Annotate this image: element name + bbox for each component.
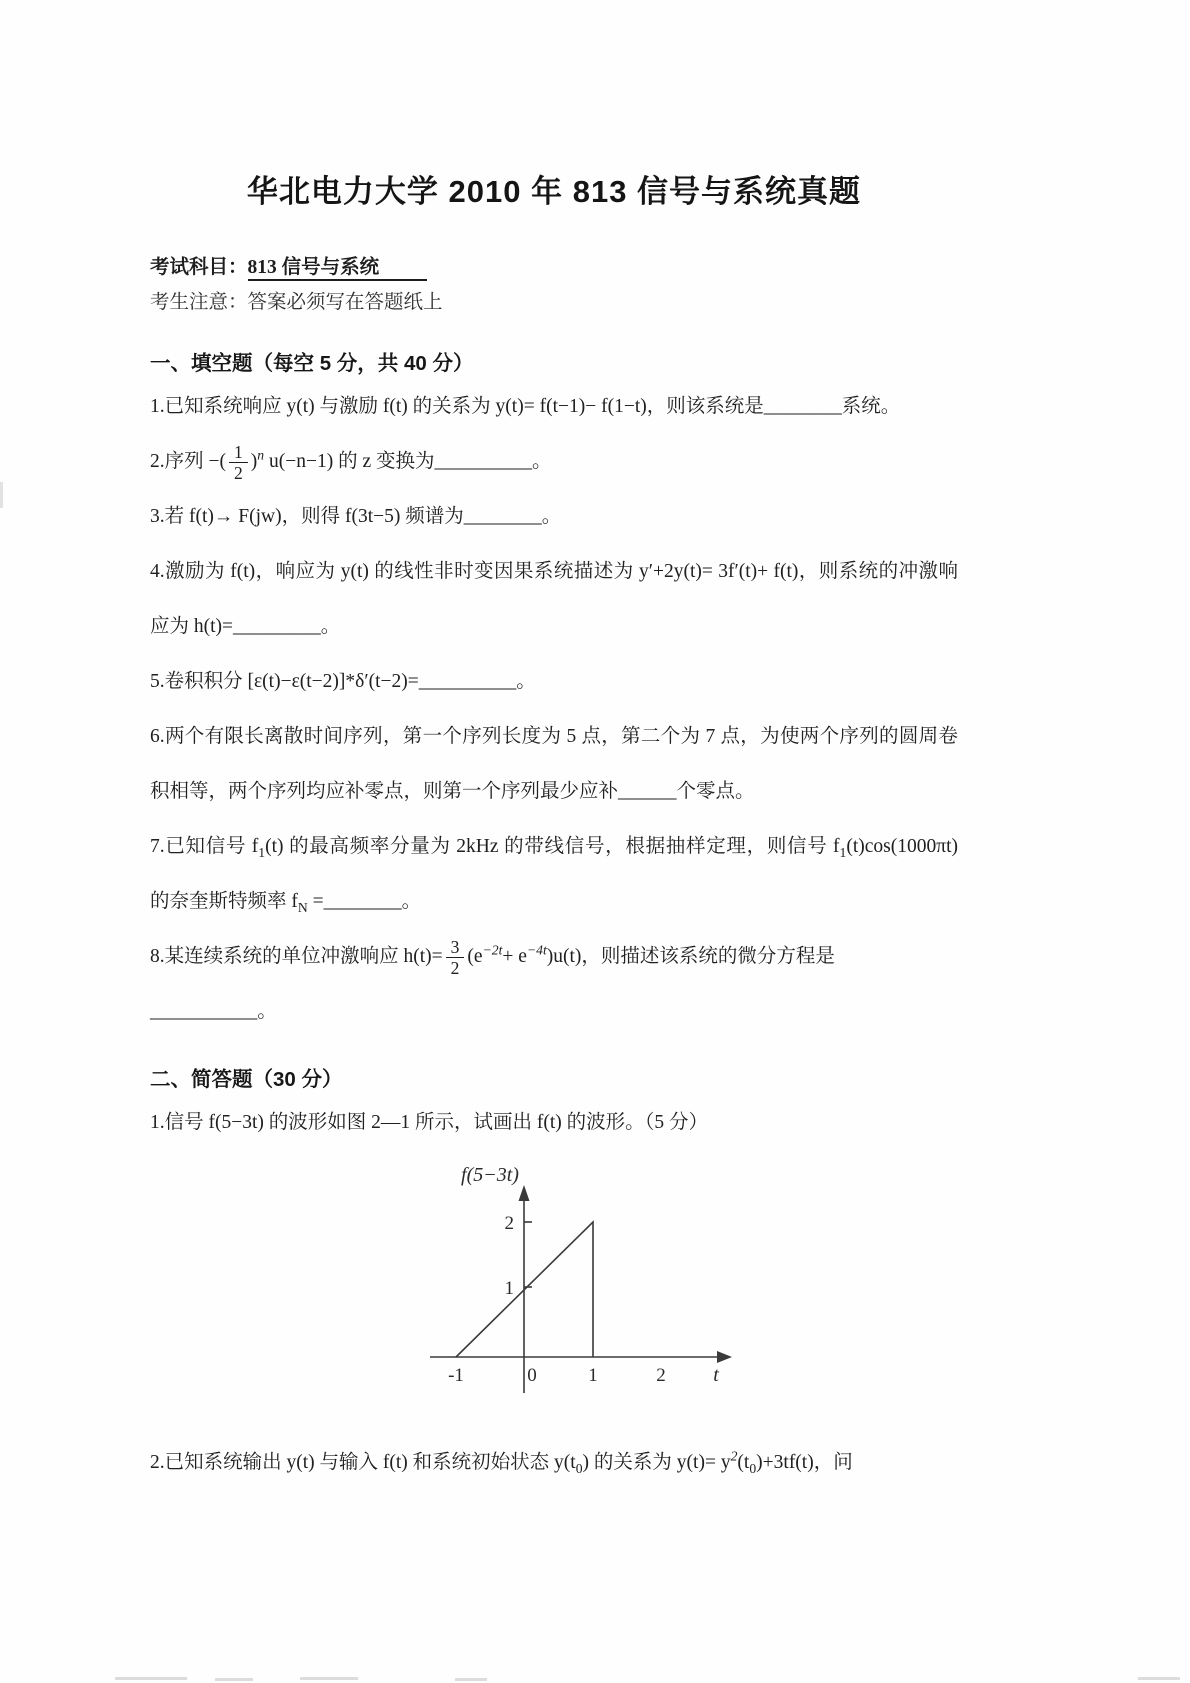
q2-pre: 2.序列 −( — [150, 451, 226, 473]
y-axis-arrow-icon — [519, 1185, 530, 1201]
x-axis-label-t: t — [713, 1363, 719, 1386]
exam-meta — [150, 251, 958, 320]
scan-artifact — [455, 1678, 487, 1681]
fraction-one-half — [229, 442, 248, 483]
q7-sub-n: N — [297, 899, 308, 915]
q8-mid: + e — [502, 946, 527, 968]
q7-sub-1: 1 — [258, 844, 266, 860]
s2q2-sub-0b: 0 — [749, 1460, 757, 1476]
fill-blank-q4: 4.激励为 f(t)，响应为 y(t) 的线性非时变因果系统描述为 y′+2y(t)= 3f′(t)+ f(t)，则系统的冲激响应为 h(t)=_________。 — [150, 561, 958, 638]
section1-heading: 一、填空题（每空 5 分，共 40 分） — [150, 352, 474, 376]
q7-text-d: =________。 — [307, 891, 422, 913]
q7-text-c: (t)cos(1000πt) 的奈奎斯特频率 f — [150, 836, 959, 913]
short-answer-q2 — [150, 1436, 958, 1491]
fill-blank-q5: 5.卷积积分 [ε(t)−ε(t−2)]*δ′(t−2)=__________。 — [150, 671, 536, 693]
scan-artifact — [1138, 1677, 1180, 1680]
x-tick-label-2: 2 — [656, 1364, 666, 1386]
fill-blank-q8 — [150, 930, 958, 1040]
waveform-plot — [418, 1165, 740, 1410]
fraction-numerator: 3 — [446, 937, 465, 958]
s2q2-text-d: )+3tf(t)，问 — [756, 1451, 853, 1473]
q7-text-b: (t) 的最高频率分量为 2kHz 的带线信号，根据抽样定理，则信号 f — [265, 836, 840, 858]
s2q2-text-c: (t — [737, 1451, 750, 1473]
scan-artifact — [215, 1678, 253, 1681]
subject-value: 813 信号与系统 — [248, 257, 428, 281]
s2q2-sub-0a: 0 — [575, 1460, 583, 1476]
q8-open: (e — [467, 946, 483, 968]
q7-text-a: 7.已知信号 f — [150, 836, 259, 858]
x-axis-arrow-icon — [717, 1351, 732, 1363]
q8-pre: 8.某连续系统的单位冲激响应 h(t)= — [150, 946, 443, 968]
figure-ylabel: f(5−3t) — [461, 1164, 519, 1186]
fill-blank-q6: 6.两个有限长离散时间序列，第一个序列长度为 5 点，第二个为 7 点，为使两个序列的圆周卷积相等，两个序列均应补零点，则第一个序列最少应补______个零点。 — [150, 726, 958, 803]
fill-blank-q3: 3.若 f(t)→ F(jw)，则得 f(3t−5) 频谱为________。 — [150, 506, 562, 528]
subject-label: 考试科目： — [150, 257, 248, 278]
q8-post: )u(t)，则描述该系统的微分方程是___________。 — [150, 946, 835, 1022]
notice-line — [150, 286, 958, 321]
q2-post: u(−n−1) 的 z 变换为__________。 — [264, 451, 552, 473]
q2-close-paren: ) — [250, 451, 258, 473]
s2q2-text-b: ) 的关系为 y(t)= y — [582, 1451, 731, 1473]
notice-value: 答案必须写在答题纸上 — [247, 291, 443, 313]
fill-blank-q1: 1.已知系统响应 y(t) 与激励 f(t) 的关系为 y(t)= f(t−1)− f(1−t)，则该系统是________系统。 — [150, 396, 901, 418]
fraction-three-halves — [446, 937, 465, 978]
s2q2-sup-2: 2 — [730, 1448, 738, 1464]
q8-exponent-2: −4t — [526, 942, 547, 958]
y-tick-label-2: 2 — [504, 1212, 514, 1234]
figure-2-1 — [418, 1165, 958, 1410]
fraction-denominator: 2 — [450, 958, 460, 979]
y-tick-label-1: 1 — [504, 1277, 514, 1299]
scan-artifact — [300, 1677, 358, 1680]
page-title: 华北电力大学 2010 年 813 信号与系统真题 — [246, 174, 862, 209]
fraction-numerator: 1 — [229, 442, 248, 463]
fill-blank-q2 — [150, 435, 958, 490]
short-answer-q1: 1.信号 f(5−3t) 的波形如图 2—1 所示，试画出 f(t) 的波形。（5 分） — [150, 1111, 709, 1133]
fraction-denominator: 2 — [234, 463, 243, 484]
scan-artifact — [115, 1677, 187, 1680]
subject-line — [150, 251, 958, 286]
x-tick-label-neg1: -1 — [448, 1364, 464, 1386]
s2q2-text-a: 2.已知系统输出 y(t) 与输入 f(t) 和系统初始状态 y(t — [150, 1451, 576, 1473]
x-tick-label-1: 1 — [588, 1364, 598, 1386]
fill-blank-q7 — [150, 820, 958, 930]
q8-exponent-1: −2t — [482, 942, 503, 958]
scan-artifact — [0, 482, 3, 508]
q7-sub-2: 1 — [839, 844, 847, 860]
notice-label: 考生注意： — [150, 291, 248, 313]
page-content — [150, 0, 958, 1491]
x-tick-label-0: 0 — [527, 1364, 537, 1386]
q2-exponent: n — [257, 447, 265, 463]
section2-heading: 二、简答题（30 分） — [150, 1067, 343, 1091]
